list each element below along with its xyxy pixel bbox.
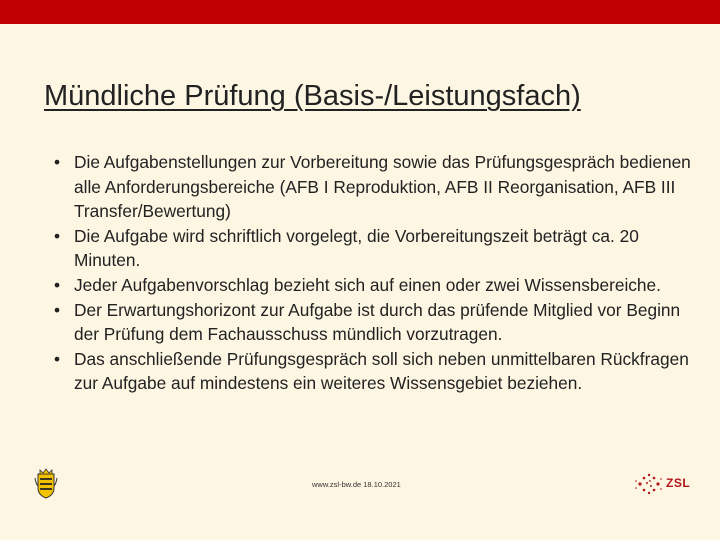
- bullet-item: • Der Erwartungshorizont zur Aufgabe ist durch das prüfende Mitglied vor Beginn der Prüfung dem Fachausschuss mündlich vorzutragen.: [52, 298, 692, 347]
- bullet-item: • Die Aufgabenstellungen zur Vorbereitung sowie das Prüfungsgespräch bedienen alle Anforderungsbereiche (AFB I Reproduktion, AFB II Reorganisation, AFB III Transfer/Bewertung): [52, 150, 692, 224]
- bullet-list: [52, 150, 692, 396]
- slide-title: Mündliche Prüfung (Basis-/Leistungsfach): [44, 80, 581, 112]
- bullet-item: • Die Aufgabe wird schriftlich vorgelegt, die Vorbereitungszeit beträgt ca. 20 Minuten.: [52, 224, 692, 273]
- coat-of-arms-icon: [34, 468, 58, 500]
- top-accent-bar: [0, 0, 720, 24]
- bullet-item: • Das anschließende Prüfungsgespräch soll sich neben unmittelbaren Rückfragen zur Aufgabe auf mindestens ein weiteres Wissensgebiet beziehen.: [52, 347, 692, 396]
- zsl-logo-text: ZSL: [666, 476, 691, 490]
- bullet-item: • Jeder Aufgabenvorschlag bezieht sich auf einen oder zwei Wissensbereiche.: [52, 273, 692, 298]
- footer-text: www.zsl-bw.de 18.10.2021: [312, 480, 401, 489]
